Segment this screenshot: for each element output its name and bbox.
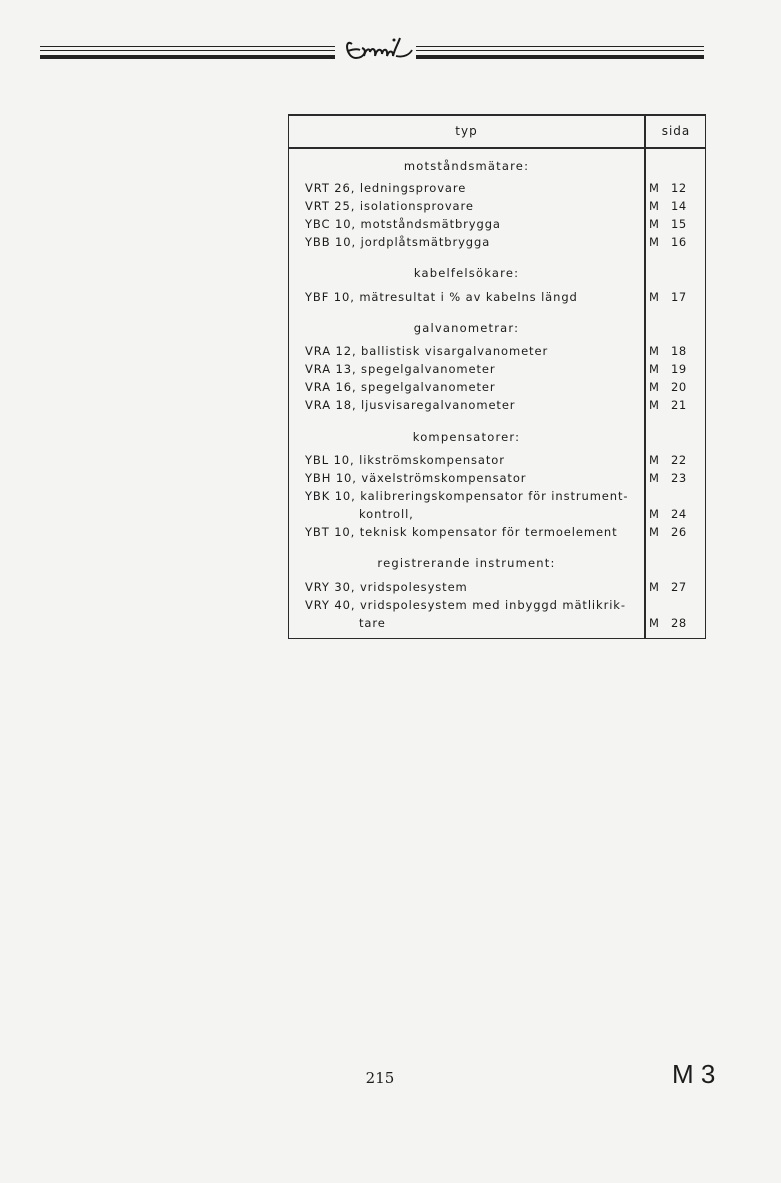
list-item: YBF 10, mätresultat i % av kabelns längd: [305, 290, 578, 304]
page-number: 215: [365, 1069, 395, 1087]
column-divider: [644, 115, 646, 638]
group-title: kabelfelsökare:: [413, 266, 520, 280]
list-item: VRA 13, spegelgalvanometer: [305, 362, 496, 376]
list-item: YBK 10, kalibreringskompensator för instrument-: [305, 489, 629, 503]
header-rule: [289, 147, 705, 149]
list-item: VRT 26, ledningsprovare: [305, 181, 467, 195]
list-item: VRT 25, isolationsprovare: [305, 199, 474, 213]
list-item: VRA 12, ballistisk visargalvanometer: [305, 344, 549, 358]
list-item: YBH 10, växelströmskompensator: [305, 471, 527, 485]
page-ref: M 16: [649, 235, 687, 249]
list-item: YBT 10, teknisk kompensator för termoelement: [305, 525, 618, 539]
page-ref: M 12: [649, 181, 687, 195]
list-item: YBL 10, likströmskompensator: [305, 453, 505, 467]
page-ref: M 22: [649, 453, 687, 467]
contents-table: [288, 115, 706, 639]
column-header-typ: typ: [455, 124, 478, 138]
group-title: galvanometrar:: [413, 321, 520, 335]
group-title: registrerande instrument:: [377, 556, 556, 570]
page-ref: M 23: [649, 471, 687, 485]
page-ref: M 18: [649, 344, 687, 358]
page-ref: M 17: [649, 290, 687, 304]
list-item: VRA 18, ljusvisaregalvanometer: [305, 398, 516, 412]
list-item: VRA 16, spegelgalvanometer: [305, 380, 496, 394]
list-item: tare: [359, 616, 386, 630]
group-title: motståndsmätare:: [403, 159, 530, 173]
ermi-logo: [338, 18, 414, 70]
list-item: kontroll,: [359, 507, 414, 521]
column-header-sida: sida: [661, 124, 691, 138]
list-item: YBB 10, jordplåtsmätbrygga: [305, 235, 491, 249]
section-marker: M 3: [672, 1059, 716, 1089]
header-rule-left: [40, 46, 335, 62]
page-ref: M 28: [649, 616, 687, 630]
list-item: VRY 30, vridspolesystem: [305, 580, 468, 594]
page-ref: M 20: [649, 380, 687, 394]
page-ref: M 15: [649, 217, 687, 231]
page-ref: M 14: [649, 199, 687, 213]
page-ref: M 19: [649, 362, 687, 376]
group-title: kompensatorer:: [412, 430, 521, 444]
page-ref: M 24: [649, 507, 687, 521]
page-ref: M 26: [649, 525, 687, 539]
page-ref: M 21: [649, 398, 687, 412]
list-item: VRY 40, vridspolesystem med inbyggd mätlikrik-: [305, 598, 626, 612]
page-ref: M 27: [649, 580, 687, 594]
header-rule-right: [416, 46, 704, 62]
list-item: YBC 10, motståndsmätbrygga: [305, 217, 501, 231]
